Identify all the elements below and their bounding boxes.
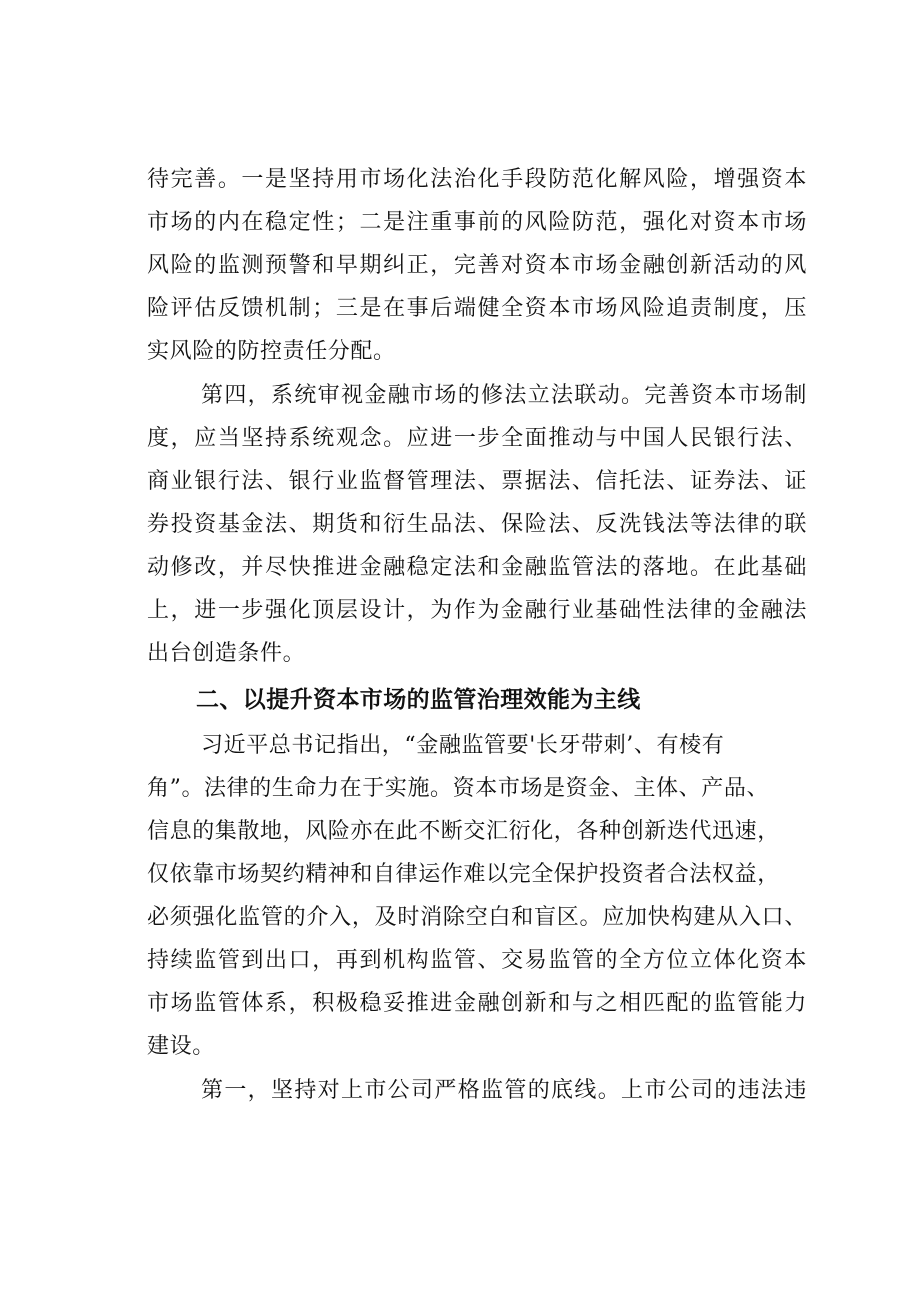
paragraph-2-line-2: 度，应当坚持系统观念。应进一步全面推动与中国人民银行法、 [147, 426, 807, 451]
paragraph-3-line-8: 建设。 [147, 1034, 215, 1059]
paragraph-3-line-6: 持续监管到出口，再到机构监管、交易监管的全方位立体化资本 [147, 948, 807, 973]
paragraph-3-line-7: 市场监管体系，积极稳妥推进金融创新和与之相匹配的监管能力 [147, 991, 807, 1016]
paragraph-2-line-3: 商业银行法、银行业监督管理法、票据法、信托法、证券法、证 [147, 469, 807, 494]
paragraph-2-line-4: 券投资基金法、期货和衍生品法、保险法、反洗钱法等法律的联 [147, 512, 807, 537]
paragraph-3-line-4: 仅依靠市场契约精神和自律运作难以完全保护投资者合法权益， [147, 862, 780, 887]
paragraph-3-line-3: 信息的集散地，风险亦在此不断交汇衍化，各种创新迭代迅速， [147, 819, 780, 844]
paragraph-2-line-1: 第四，系统审视金融市场的修法立法联动。完善资本市场制 [201, 383, 807, 408]
paragraph-1-line-2: 市场的内在稳定性；二是注重事前的风险防范，强化对资本市场 [147, 210, 807, 235]
paragraph-1-line-5: 实风险的防控责任分配。 [147, 339, 396, 364]
paragraph-2-line-7: 出台创造条件。 [147, 641, 306, 666]
paragraph-1-line-4: 险评估反馈机制；三是在事后端健全资本市场风险追责制度，压 [147, 296, 807, 321]
paragraph-1-line-1: 待完善。一是坚持用市场化法治化手段防范化解风险，增强资本 [147, 167, 807, 192]
paragraph-3-line-5: 必须强化监管的介入，及时消除空白和盲区。应加快构建从入口、 [147, 905, 807, 930]
paragraph-1-line-3: 风险的监测预警和早期纠正，完善对资本市场金融创新活动的风 [147, 253, 807, 278]
paragraph-4-line-1: 第一，坚持对上市公司严格监管的底线。上市公司的违法违 [201, 1078, 807, 1103]
paragraph-3-line-1: 习近平总书记指出，“金融监管要'长牙带刺’、有棱有 [201, 733, 725, 758]
paragraph-2-line-6: 上，进一步强化顶层设计，为作为金融行业基础性法律的金融法 [147, 598, 807, 623]
paragraph-3-line-2: 角”。法律的生命力在于实施。资本市场是资金、主体、产品、 [147, 776, 770, 801]
paragraph-2-line-5: 动修改，并尽快推进金融稳定法和金融监管法的落地。在此基础 [147, 555, 807, 580]
section-heading: 二、以提升资本市场的监管治理效能为主线 [196, 687, 641, 713]
